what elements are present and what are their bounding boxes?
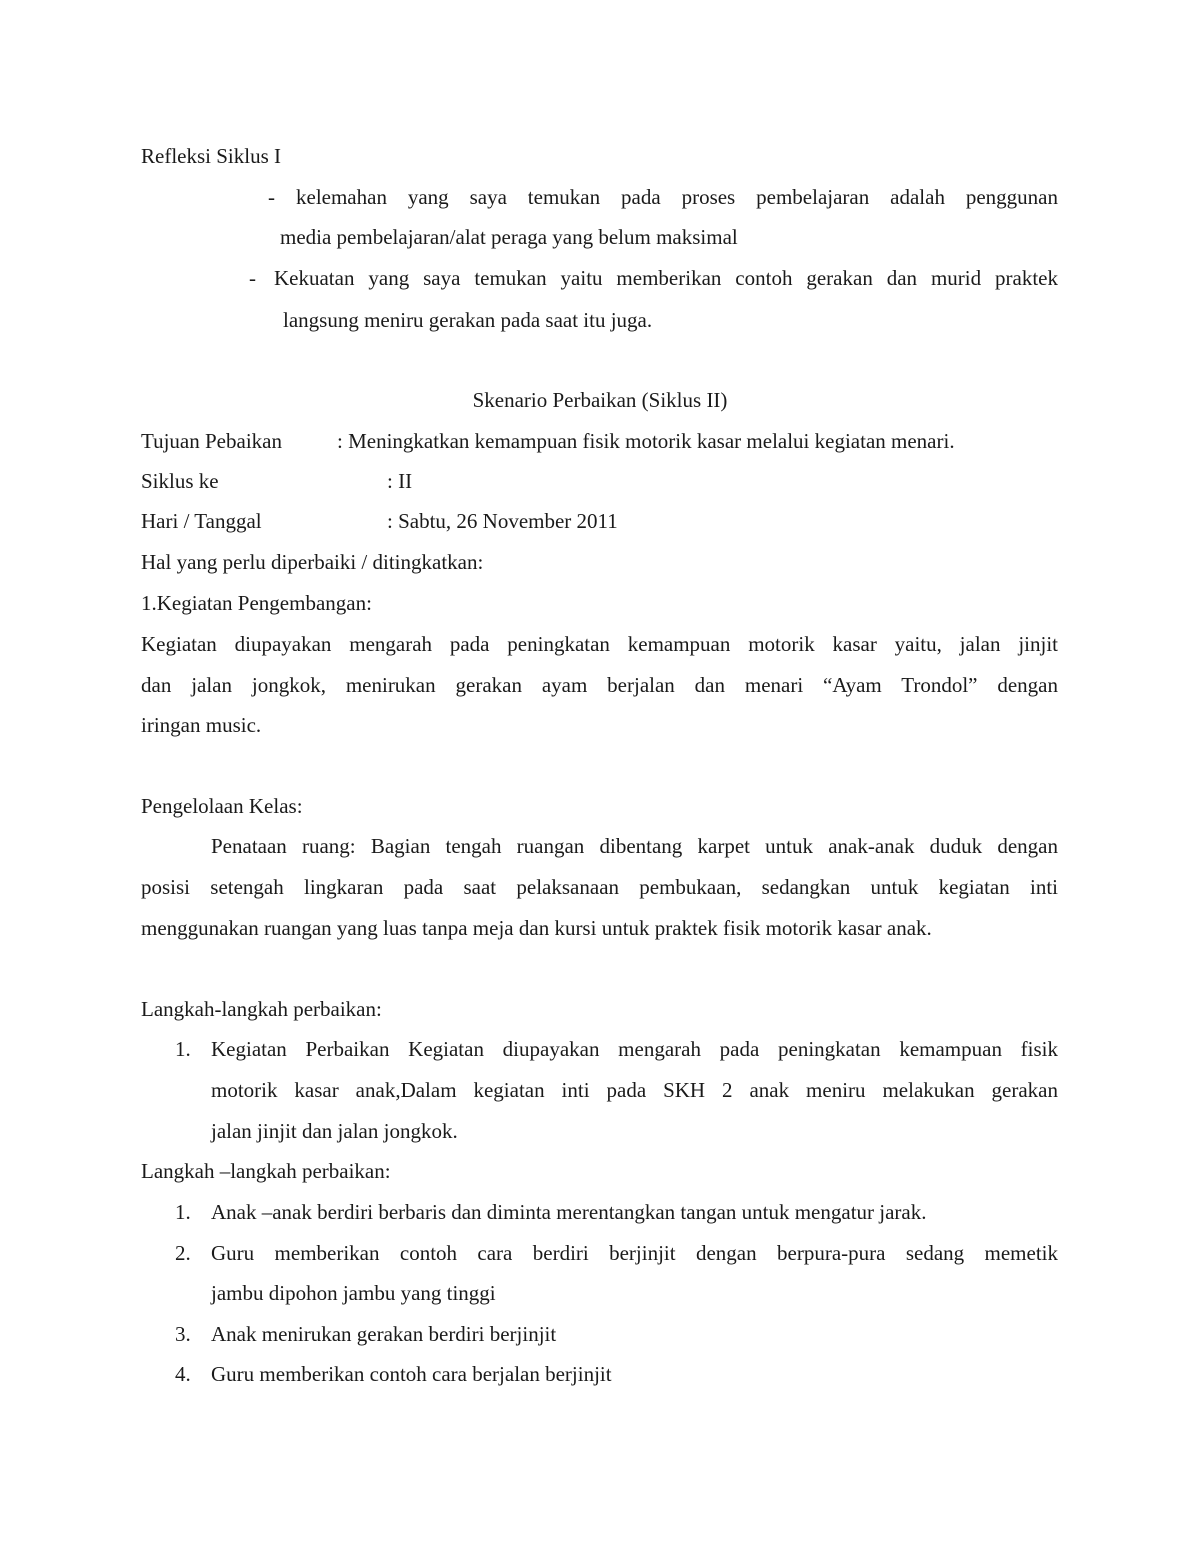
list-number: 1. — [175, 1037, 191, 1061]
langkah2-item-2-line-1: Guru memberikan contoh cara berdiri berjinjit dengan berpura-pura sedang memetik — [211, 1241, 1058, 1265]
langkah-heading-1: Langkah-langkah perbaikan: — [141, 997, 382, 1021]
list-number: 2. — [175, 1241, 191, 1265]
siklus-label: Siklus ke — [141, 469, 219, 493]
langkah2-item-3-line-1: Anak menirukan gerakan berdiri berjinjit — [211, 1322, 557, 1346]
bullet-marker: - — [249, 266, 256, 290]
skenario-title: Skenario Perbaikan (Siklus II) — [472, 388, 728, 412]
langkah1-item-1-line-3: jalan jinjit dan jalan jongkok. — [211, 1119, 458, 1143]
pengelolaan-line-3: menggunakan ruangan yang luas tanpa meja dan kursi untuk praktek fisik motorik kasar anak. — [141, 916, 932, 940]
tujuan-value: : Meningkatkan kemampuan fisik motorik kasar melalui kegiatan menari. — [337, 429, 955, 453]
kegiatan-line-3: iringan music. — [141, 713, 262, 737]
kegiatan-line-1: Kegiatan diupayakan mengarah pada peningkatan kemampuan motorik kasar yaitu, jalan jinjit — [141, 632, 1058, 656]
langkah2-item-1-line-1: Anak –anak berdiri berbaris dan diminta merentangkan tangan untuk mengatur jarak. — [211, 1200, 927, 1224]
hari-value: : Sabtu, 26 November 2011 — [387, 509, 618, 533]
langkah-heading-2: Langkah –langkah perbaikan: — [141, 1159, 391, 1183]
pengelolaan-line-1: Penataan ruang: Bagian tengah ruangan dibentang karpet untuk anak-anak duduk dengan — [211, 834, 1058, 858]
hari-label: Hari / Tanggal — [141, 509, 262, 533]
list-number: 1. — [175, 1200, 191, 1224]
perlu-diperbaiki: Hal yang perlu diperbaiki / ditingkatkan: — [141, 550, 484, 574]
refleksi-bullet-2-line-2: langsung meniru gerakan pada saat itu juga. — [283, 308, 653, 332]
kegiatan-heading: 1.Kegiatan Pengembangan: — [141, 591, 372, 615]
pengelolaan-heading: Pengelolaan Kelas: — [141, 794, 303, 818]
refleksi-bullet-1-line-2: media pembelajaran/alat peraga yang belum maksimal — [280, 225, 738, 249]
langkah2-item-4-line-1: Guru memberikan contoh cara berjalan berjinjit — [211, 1362, 612, 1386]
langkah1-item-1-line-1: Kegiatan Perbaikan Kegiatan diupayakan mengarah pada peningkatan kemampuan fisik — [211, 1037, 1058, 1061]
kegiatan-line-2: dan jalan jongkok, menirukan gerakan ayam berjalan dan menari “Ayam Trondol” dengan — [141, 673, 1058, 697]
refleksi-bullet-1-line-1: kelemahan yang saya temukan pada proses pembelajaran adalah penggunan — [296, 185, 1058, 209]
siklus-value: : II — [387, 469, 413, 493]
list-number: 4. — [175, 1362, 191, 1386]
refleksi-heading: Refleksi Siklus I — [141, 144, 281, 168]
list-number: 3. — [175, 1322, 191, 1346]
langkah2-item-2-line-2: jambu dipohon jambu yang tinggi — [211, 1281, 496, 1305]
refleksi-bullet-2-line-1: Kekuatan yang saya temukan yaitu memberikan contoh gerakan dan murid praktek — [274, 266, 1058, 290]
pengelolaan-line-2: posisi setengah lingkaran pada saat pelaksanaan pembukaan, sedangkan untuk kegiatan inti — [141, 875, 1058, 899]
bullet-marker: - — [268, 185, 275, 209]
tujuan-label: Tujuan Pebaikan — [141, 429, 282, 453]
langkah1-item-1-line-2: motorik kasar anak,Dalam kegiatan inti pada SKH 2 anak meniru melakukan gerakan — [211, 1078, 1058, 1102]
